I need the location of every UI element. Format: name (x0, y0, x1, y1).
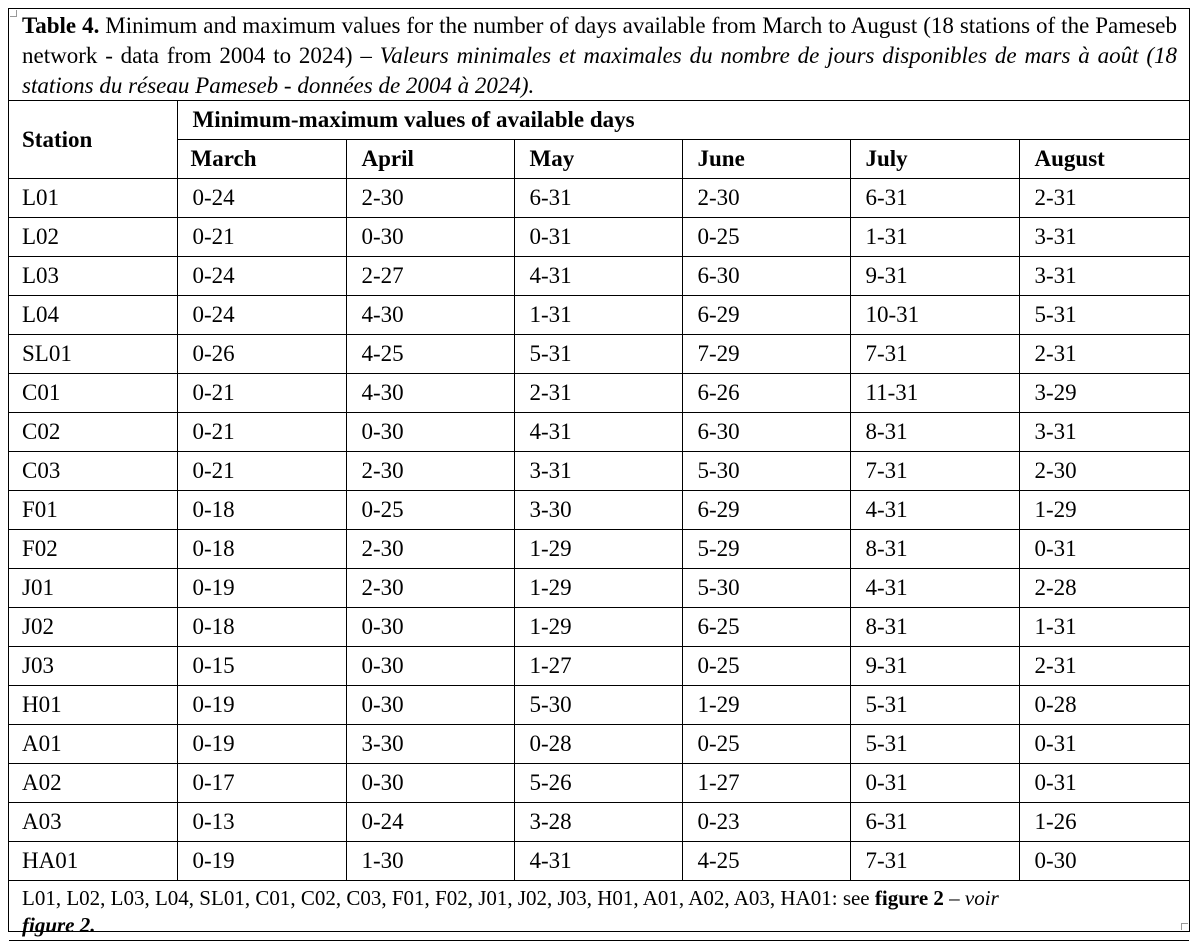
value-cell: 2-30 (1019, 452, 1189, 491)
value-cell: 5-31 (850, 725, 1019, 764)
station-cell: J01 (9, 569, 177, 608)
table-row (9, 257, 1189, 296)
value-cell: 1-26 (1019, 803, 1189, 842)
table-row (9, 842, 1189, 881)
value-cell: 3-31 (1019, 218, 1189, 257)
column-group-header: Minimum-maximum values of available days (177, 101, 1189, 140)
value-cell: 2-31 (1019, 179, 1189, 218)
value-cell: 4-30 (346, 296, 514, 335)
value-cell: 0-18 (177, 530, 346, 569)
value-cell: 4-31 (514, 257, 682, 296)
table-row (9, 452, 1189, 491)
value-cell: 3-29 (1019, 374, 1189, 413)
value-cell: 9-31 (850, 647, 1019, 686)
value-cell: 0-28 (514, 725, 682, 764)
value-cell: 2-30 (346, 452, 514, 491)
table-row (9, 413, 1189, 452)
value-cell: 2-31 (1019, 335, 1189, 374)
value-cell: 0-31 (850, 764, 1019, 803)
station-cell: F01 (9, 491, 177, 530)
station-cell: L03 (9, 257, 177, 296)
footnote-text: L01, L02, L03, L04, SL01, C01, C02, C03, F01, F02, J01, J02, J03, H01, A01, A02, A03, HA01: see (22, 885, 875, 910)
value-cell: 0-31 (1019, 725, 1189, 764)
station-cell: A01 (9, 725, 177, 764)
station-cell: SL01 (9, 335, 177, 374)
value-cell: 5-30 (682, 452, 850, 491)
table-row (9, 803, 1189, 842)
table-caption (9, 9, 1189, 101)
column-header-station: Station (9, 101, 177, 179)
value-cell: 5-30 (514, 686, 682, 725)
value-cell: 0-31 (1019, 764, 1189, 803)
column-header-month: August (1019, 140, 1189, 179)
table-body (9, 179, 1189, 881)
column-header-month: July (850, 140, 1019, 179)
value-cell: 0-25 (682, 647, 850, 686)
value-cell: 0-30 (346, 608, 514, 647)
table-row (9, 335, 1189, 374)
value-cell: 1-29 (514, 608, 682, 647)
value-cell: 2-28 (1019, 569, 1189, 608)
value-cell: 2-31 (1019, 647, 1189, 686)
value-cell: 2-30 (682, 179, 850, 218)
footnote-dash: – (943, 885, 965, 910)
value-cell: 2-30 (346, 179, 514, 218)
value-cell: 6-26 (682, 374, 850, 413)
value-cell: 0-21 (177, 452, 346, 491)
value-cell: 2-30 (346, 530, 514, 569)
value-cell: 8-31 (850, 608, 1019, 647)
value-cell: 6-25 (682, 608, 850, 647)
value-cell: 5-29 (682, 530, 850, 569)
table-row (9, 725, 1189, 764)
value-cell: 0-19 (177, 842, 346, 881)
header-row-months (9, 140, 1189, 179)
value-cell: 5-31 (514, 335, 682, 374)
value-cell: 1-30 (346, 842, 514, 881)
table-row (9, 608, 1189, 647)
value-cell: 0-24 (177, 257, 346, 296)
station-cell: C03 (9, 452, 177, 491)
value-cell: 0-24 (177, 179, 346, 218)
value-cell: 3-31 (1019, 413, 1189, 452)
value-cell: 3-31 (1019, 257, 1189, 296)
value-cell: 0-30 (346, 686, 514, 725)
value-cell: 5-31 (1019, 296, 1189, 335)
value-cell: 0-19 (177, 725, 346, 764)
station-cell: H01 (9, 686, 177, 725)
value-cell: 0-30 (346, 218, 514, 257)
station-cell: L02 (9, 218, 177, 257)
value-cell: 1-31 (850, 218, 1019, 257)
value-cell: 1-29 (1019, 491, 1189, 530)
table-row (9, 179, 1189, 218)
value-cell: 4-31 (850, 491, 1019, 530)
station-cell: A02 (9, 764, 177, 803)
value-cell: 0-21 (177, 374, 346, 413)
value-cell: 6-30 (682, 413, 850, 452)
value-cell: 0-30 (346, 647, 514, 686)
table-row (9, 374, 1189, 413)
column-header-month: March (177, 140, 346, 179)
value-cell: 6-29 (682, 296, 850, 335)
caption-text-english: Minimum and maximum values for the number of days available from March to August (18 stations of the Pameseb network - data from 2004 to 2024) – (22, 13, 1177, 68)
table-footnote (9, 881, 1189, 941)
footnote-figure-ref: figure 2 (874, 885, 944, 910)
value-cell: 5-30 (682, 569, 850, 608)
value-cell: 0-18 (177, 608, 346, 647)
value-cell: 3-30 (346, 725, 514, 764)
value-cell: 0-24 (346, 803, 514, 842)
table-row (9, 491, 1189, 530)
value-cell: 0-30 (346, 764, 514, 803)
table-row (9, 647, 1189, 686)
value-cell: 6-30 (682, 257, 850, 296)
value-cell: 0-24 (177, 296, 346, 335)
value-cell: 2-31 (514, 374, 682, 413)
station-cell: J03 (9, 647, 177, 686)
value-cell: 0-31 (1019, 530, 1189, 569)
value-cell: 1-29 (514, 569, 682, 608)
value-cell: 7-31 (850, 452, 1019, 491)
value-cell: 7-31 (850, 842, 1019, 881)
table-row (9, 530, 1189, 569)
value-cell: 0-23 (682, 803, 850, 842)
value-cell: 0-26 (177, 335, 346, 374)
table-row (9, 569, 1189, 608)
value-cell: 6-31 (850, 803, 1019, 842)
value-cell: 0-21 (177, 413, 346, 452)
value-cell: 5-26 (514, 764, 682, 803)
value-cell: 0-30 (1019, 842, 1189, 881)
value-cell: 1-27 (514, 647, 682, 686)
value-cell: 1-29 (514, 530, 682, 569)
value-cell: 8-31 (850, 413, 1019, 452)
value-cell: 4-25 (346, 335, 514, 374)
value-cell: 6-31 (514, 179, 682, 218)
value-cell: 4-31 (514, 842, 682, 881)
column-header-month: April (346, 140, 514, 179)
value-cell: 0-25 (682, 725, 850, 764)
table-row (9, 686, 1189, 725)
value-cell: 0-30 (346, 413, 514, 452)
caption-label: Table 4. (22, 13, 100, 38)
value-cell: 0-15 (177, 647, 346, 686)
header-row-group (9, 101, 1189, 140)
value-cell: 1-29 (682, 686, 850, 725)
value-cell: 0-13 (177, 803, 346, 842)
value-cell: 8-31 (850, 530, 1019, 569)
station-cell: J02 (9, 608, 177, 647)
crop-mark-bottom-right (1181, 923, 1188, 930)
value-cell: 7-31 (850, 335, 1019, 374)
value-cell: 0-19 (177, 686, 346, 725)
value-cell: 5-31 (850, 686, 1019, 725)
table-row (9, 764, 1189, 803)
value-cell: 9-31 (850, 257, 1019, 296)
value-cell: 6-31 (850, 179, 1019, 218)
column-header-month: June (682, 140, 850, 179)
table-row (9, 218, 1189, 257)
value-cell: 3-28 (514, 803, 682, 842)
footnote-french-text: voir (964, 885, 999, 910)
station-cell: L01 (9, 179, 177, 218)
table-document (8, 8, 1190, 937)
value-cell: 1-31 (514, 296, 682, 335)
value-cell: 4-31 (514, 413, 682, 452)
crop-mark-top-left (10, 10, 17, 17)
station-cell: A03 (9, 803, 177, 842)
value-cell: 1-31 (1019, 608, 1189, 647)
value-cell: 0-18 (177, 491, 346, 530)
value-cell: 1-27 (682, 764, 850, 803)
table-row (9, 296, 1189, 335)
value-cell: 4-31 (850, 569, 1019, 608)
value-cell: 0-17 (177, 764, 346, 803)
station-cell: HA01 (9, 842, 177, 881)
value-cell: 4-30 (346, 374, 514, 413)
caption-text-french: Valeurs minimales et maximales du nombre de jours disponibles de mars à août (18 stations du réseau Pameseb - données de 2004 à 2024). (22, 43, 1177, 98)
value-cell: 10-31 (850, 296, 1019, 335)
value-cell: 7-29 (682, 335, 850, 374)
value-cell: 0-31 (514, 218, 682, 257)
value-cell: 0-25 (346, 491, 514, 530)
value-cell: 4-25 (682, 842, 850, 881)
value-cell: 6-29 (682, 491, 850, 530)
value-cell: 11-31 (850, 374, 1019, 413)
station-cell: F02 (9, 530, 177, 569)
station-cell: C01 (9, 374, 177, 413)
footnote-row (9, 881, 1189, 941)
station-cell: C02 (9, 413, 177, 452)
value-cell: 0-21 (177, 218, 346, 257)
value-cell: 3-31 (514, 452, 682, 491)
value-cell: 2-27 (346, 257, 514, 296)
station-cell: L04 (9, 296, 177, 335)
column-header-month: May (514, 140, 682, 179)
value-cell: 0-25 (682, 218, 850, 257)
value-cell: 3-30 (514, 491, 682, 530)
value-cell: 0-19 (177, 569, 346, 608)
value-cell: 2-30 (346, 569, 514, 608)
footnote-french-figure-ref: figure 2. (22, 912, 96, 937)
data-table (9, 101, 1189, 941)
value-cell: 0-28 (1019, 686, 1189, 725)
